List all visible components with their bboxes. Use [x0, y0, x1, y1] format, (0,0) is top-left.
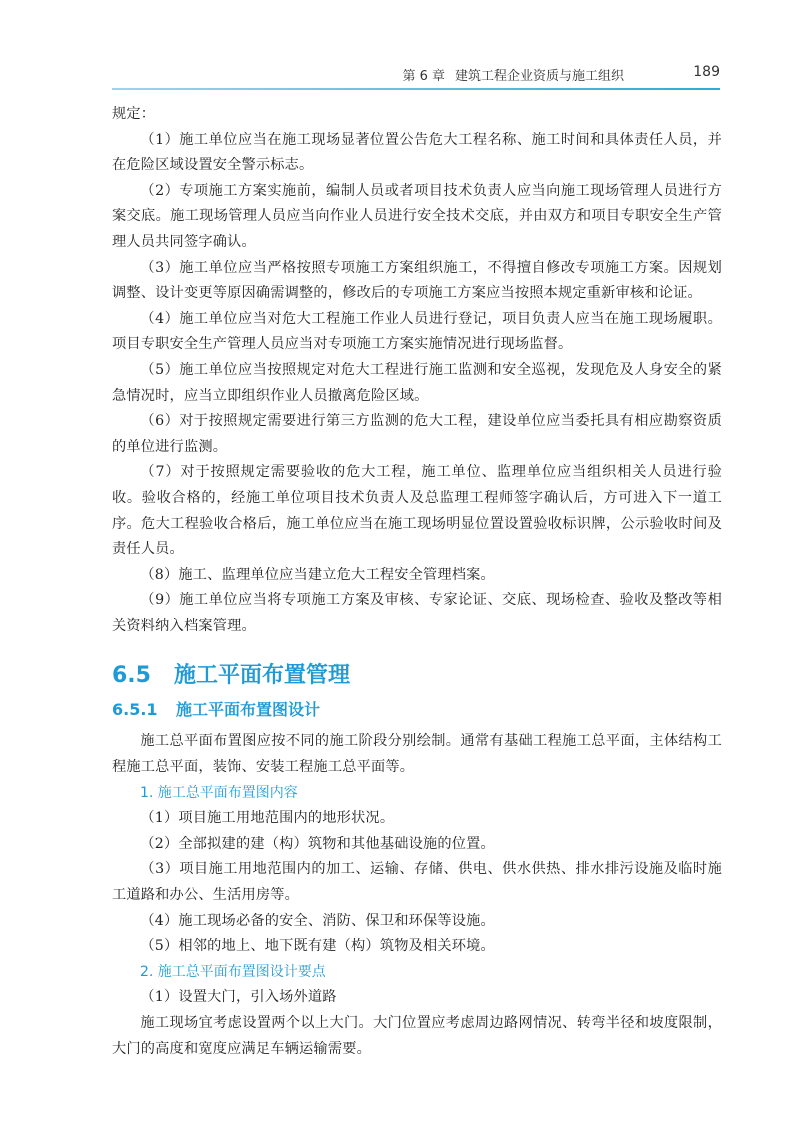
rule-item: （8）施工、监理单位应当建立危大工程安全管理档案。 — [140, 566, 495, 583]
chapter-number: 第 6 章 — [402, 69, 445, 84]
content-item: （5）相邻的地上、地下既有建（构）筑物及相关环境。 — [140, 938, 495, 955]
rule-item: （3）施工单位应当严格按照专项施工方案组织施工，不得擅自修改专项施工方案。因规划调整、设计变更等原因确需调整的，修改后的专项施工方案应当按照本规定重新审核和论证。 — [112, 259, 722, 302]
chapter-name: 建筑工程企业资质与施工组织 — [454, 69, 624, 84]
design-point-title: （1）设置大门，引入场外道路 — [140, 989, 337, 1006]
design-point-text: 施工现场宜考虑设置两个以上大门。大门位置应考虑周边路网情况、转弯半径和坡度限制，大门的高度和宽度应满足车辆运输需要。 — [112, 1015, 722, 1057]
subsection-heading — [112, 697, 722, 723]
rule-item: （5）施工单位应当按照规定对危大工程进行施工监测和安全巡视，发现危及人身安全的紧急情况时，应当立即组织作业人员撤离危险区域。 — [112, 361, 722, 404]
header-rule — [112, 88, 720, 90]
content-item: （2）全部拟建的建（构）筑物和其他基础设施的位置。 — [140, 835, 495, 852]
rule-item: （4）施工单位应当对危大工程施工作业人员进行登记，项目负责人应当在施工现场履职。项目专职安全生产管理人员应当对专项施工方案实施情况进行现场监督。 — [112, 310, 722, 353]
rule-item: （2）专项施工方案实施前，编制人员或者项目技术负责人应当向施工现场管理人员进行方案交底。施工现场管理人员应当向作业人员进行安全技术交底，并由双方和项目专职安全生产管理人员共同签字确认。 — [112, 182, 722, 250]
section-title: 施工平面布置管理 — [174, 663, 351, 689]
rule-item: （7）对于按照规定需要验收的危大工程，施工单位、监理单位应当组织相关人员进行验收。验收合格的，经施工单位项目技术负责人及总监理工程师签字确认后，方可进入下一道工序。危大工程验收合格后，施工单位应当在施工现场明显位置设置验收标识牌，公示验收时间及责任人员。 — [112, 464, 722, 558]
subsection-title: 施工平面布置图设计 — [176, 700, 321, 720]
section-heading — [112, 661, 722, 691]
subsection-number: 6.5.1 — [112, 700, 158, 720]
rule-item: （1）施工单位应当在施工现场显著位置公告危大工程名称、施工时间和具体责任人员，并在危险区域设置安全警示标志。 — [112, 131, 722, 174]
content-item: （1）项目施工用地范围内的地形状况。 — [140, 810, 395, 827]
part1-heading: 1. 施工总平面布置图内容 — [140, 784, 298, 801]
rule-item: （6）对于按照规定需要进行第三方监测的危大工程，建设单位应当委托具有相应勘察资质的单位进行监测。 — [112, 413, 722, 455]
intro-text: 规定： — [112, 106, 156, 122]
section-number: 6.5 — [112, 663, 151, 689]
rule-item: （9）施工单位应当将专项施工方案及审核、专家论证、交底、现场检查、验收及整改等相关资料纳入档案管理。 — [112, 592, 722, 634]
content-item: （3）项目施工用地范围内的加工、运输、存储、供电、供水供热、排水排污设施及临时施工道路和办公、生活用房等。 — [112, 861, 722, 904]
content-item: （4）施工现场必备的安全、消防、保卫和环保等设施。 — [140, 912, 495, 929]
part2-heading: 2. 施工总平面布置图设计要点 — [140, 963, 326, 980]
page-number: 189 — [693, 64, 720, 80]
subsection-intro: 施工总平面布置图应按不同的施工阶段分别绘制。通常有基础工程施工总平面，主体结构工程施工总平面，装饰、安装工程施工总平面等。 — [112, 733, 722, 776]
running-header — [112, 60, 720, 90]
chapter-title — [402, 65, 624, 84]
page-body — [112, 102, 722, 1062]
